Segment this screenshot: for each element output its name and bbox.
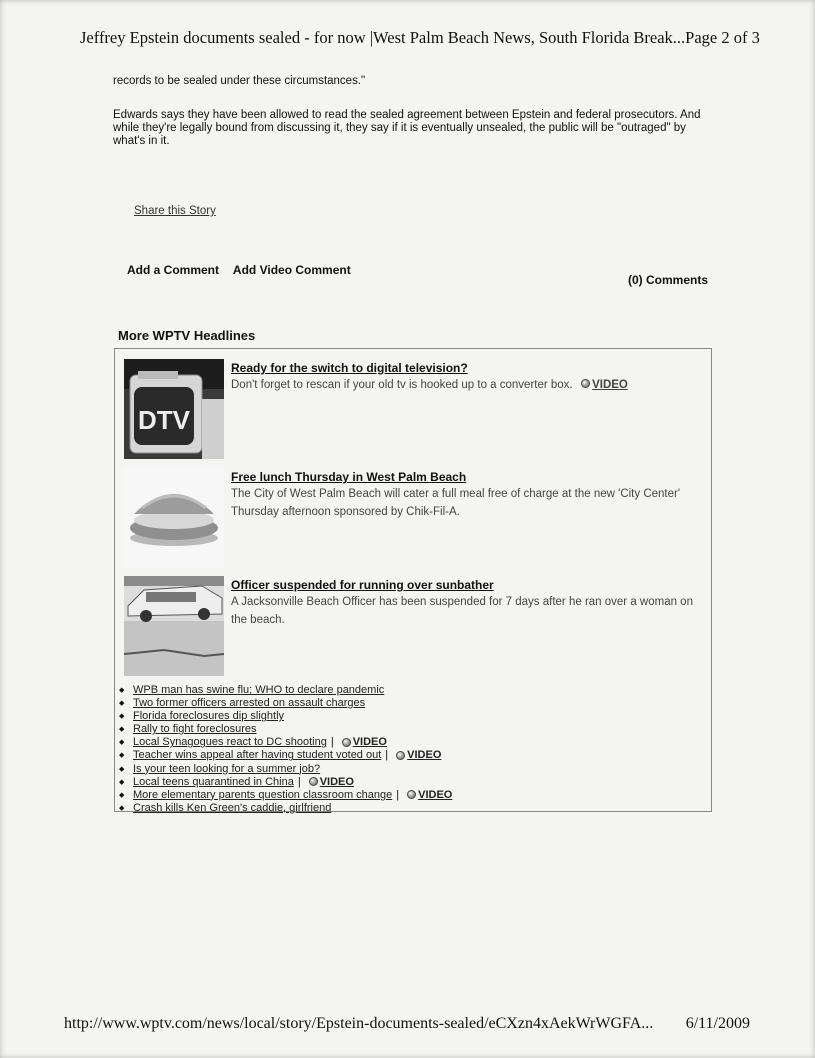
video-icon: [309, 777, 318, 786]
headline-link[interactable]: Local Synagogues react to DC shooting: [133, 736, 327, 749]
bullet-icon: ◆: [119, 752, 125, 760]
comment-count[interactable]: (0) Comments: [628, 273, 709, 287]
headline-link[interactable]: WPB man has swine flu; WHO to declare pandemic: [133, 684, 385, 696]
bullet-icon: ◆: [119, 765, 125, 773]
police-suv-thumbnail[interactable]: [124, 576, 224, 676]
headline-link[interactable]: Crash kills Ken Green's caddie, girlfriend: [133, 801, 332, 814]
video-link[interactable]: VIDEO: [352, 736, 387, 749]
headline-link[interactable]: Local teens quarantined in China: [133, 775, 294, 788]
bullet-icon: ◆: [119, 700, 125, 708]
more-headlines-title: More WPTV Headlines: [118, 328, 256, 343]
bullet-icon: ◆: [119, 713, 125, 721]
video-icon: [407, 790, 416, 799]
featured-story-text: [231, 578, 701, 628]
tv-thumbnail[interactable]: [124, 359, 224, 459]
separator: |: [396, 788, 400, 801]
article-paragraph-1: records to be sealed under these circumstances.": [113, 75, 366, 87]
headline-link[interactable]: More elementary parents question classroom change: [133, 788, 393, 801]
list-item: [119, 710, 452, 723]
list-item: [119, 776, 452, 789]
share-story-link[interactable]: Share this Story: [134, 205, 216, 217]
list-item: [119, 697, 452, 710]
featured-story: [124, 576, 704, 676]
separator: |: [297, 775, 301, 788]
featured-story: [124, 359, 704, 459]
list-item: [119, 749, 452, 762]
print-header-title: Jeffrey Epstein documents sealed - for now |West Palm Beach News, South Florida Break...: [80, 28, 686, 47]
featured-story-desc: Don't forget to rescan if your old tv is hooked up to a converter box.: [231, 379, 573, 391]
video-link[interactable]: VIDEO: [319, 775, 354, 788]
article-paragraph-2: Edwards says they have been allowed to read the sealed agreement between Epstein and federal prosecutors. And while they're legally bound from discussing it, they say if it is eventually unsealed, the public will be "outraged" by what's in it.: [113, 109, 701, 147]
video-link[interactable]: VIDEO: [418, 788, 453, 801]
list-item: [119, 789, 452, 802]
headline-link[interactable]: Is your teen looking for a summer job?: [133, 762, 321, 775]
headline-link-list: [119, 684, 452, 815]
print-header: [80, 28, 760, 48]
chicken-sandwich-thumbnail[interactable]: [124, 468, 224, 568]
bullet-icon: ◆: [119, 739, 125, 747]
bullet-icon: ◆: [119, 778, 125, 786]
separator: |: [330, 736, 334, 749]
print-footer: [64, 1015, 750, 1033]
video-icon: [396, 751, 405, 760]
featured-story-title[interactable]: Officer suspended for running over sunbather: [231, 578, 494, 592]
bullet-icon: ◆: [119, 804, 125, 812]
bullet-icon: ◆: [119, 726, 125, 734]
video-link[interactable]: VIDEO: [592, 379, 628, 391]
headline-link[interactable]: Florida foreclosures dip slightly: [133, 710, 285, 723]
print-footer-date: 6/11/2009: [685, 1015, 750, 1032]
featured-story-text: [231, 470, 701, 520]
print-footer-url: http://www.wptv.com/news/local/story/Epstein-documents-sealed/eCXzn4xAekWrWGFA...: [64, 1015, 654, 1032]
headline-link[interactable]: Teacher wins appeal after having student voted out: [133, 749, 382, 762]
comment-bar: [127, 263, 362, 277]
featured-story-title[interactable]: Ready for the switch to digital television?: [231, 361, 468, 375]
featured-story-desc: The City of West Palm Beach will cater a full meal free of charge at the new 'City Center' Thursday afternoon sponsored by Chik-Fil-A.: [231, 488, 681, 518]
bullet-icon: ◆: [119, 687, 125, 694]
dtv-logo-text: DTV: [138, 405, 190, 435]
list-item: [119, 723, 452, 736]
featured-story: [124, 468, 704, 568]
video-link[interactable]: VIDEO: [407, 749, 442, 762]
separator: |: [385, 749, 389, 762]
add-comment-button[interactable]: Add a Comment: [127, 263, 220, 277]
video-icon: [581, 379, 590, 388]
list-item: [119, 763, 452, 776]
featured-story-title[interactable]: Free lunch Thursday in West Palm Beach: [231, 470, 467, 484]
video-icon: [342, 738, 351, 747]
print-header-page: Page 2 of 3: [685, 28, 760, 47]
featured-story-desc: A Jacksonville Beach Officer has been suspended for 7 days after he ran over a woman on the beach.: [231, 596, 693, 626]
list-item: [119, 736, 452, 749]
add-video-comment-button[interactable]: Add Video Comment: [232, 263, 351, 277]
headline-link[interactable]: Two former officers arrested on assault charges: [133, 697, 366, 710]
featured-story-text: [231, 361, 701, 393]
list-item: [119, 684, 452, 697]
headline-link[interactable]: Rally to fight foreclosures: [133, 723, 257, 736]
more-headlines-box: [114, 348, 712, 812]
list-item: [119, 802, 452, 815]
bullet-icon: ◆: [119, 791, 125, 799]
